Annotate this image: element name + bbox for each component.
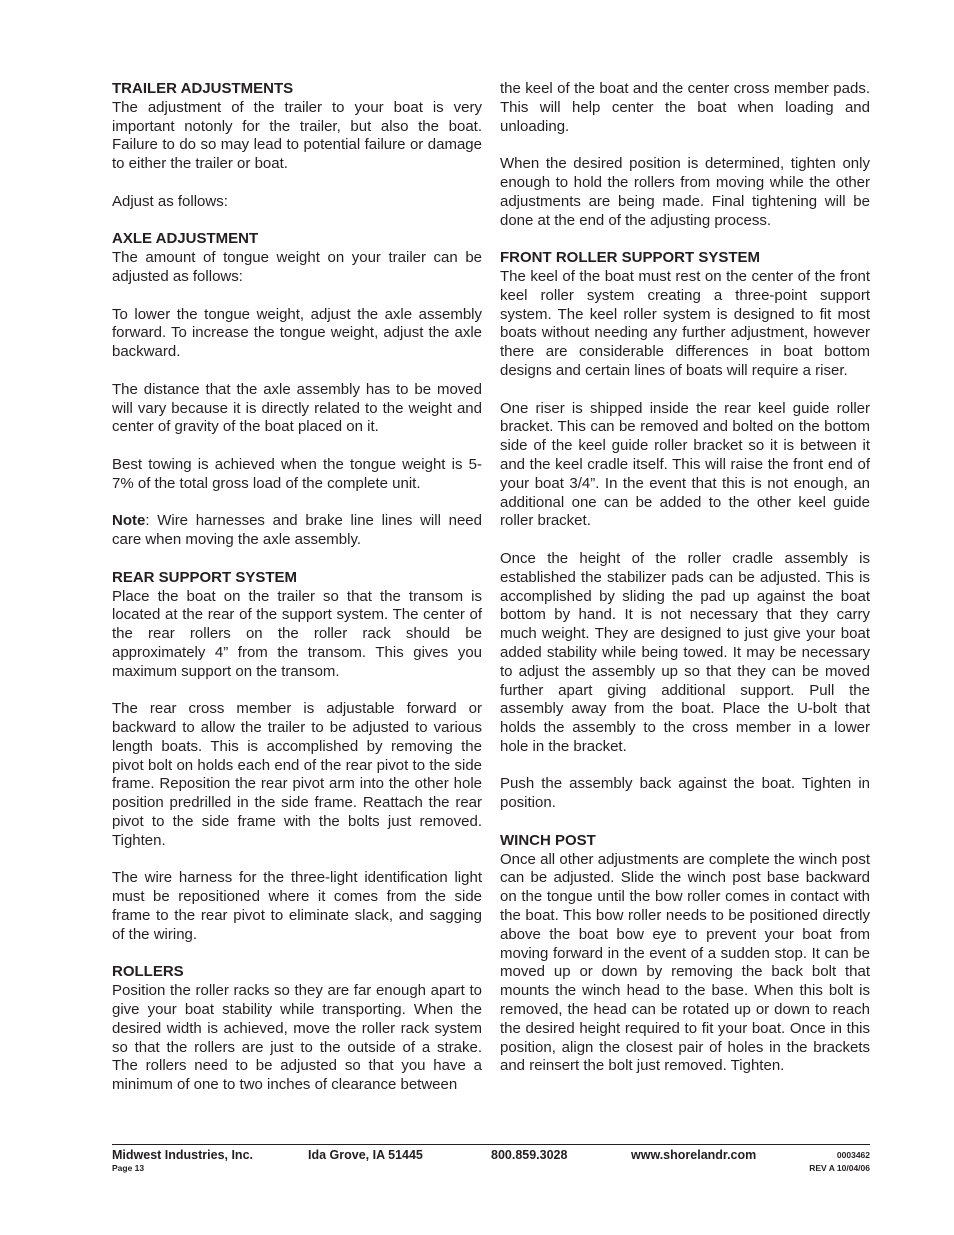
footer-doc-number: 0003462 xyxy=(836,1150,870,1160)
axle-adjustment-paragraph-2: To lower the tongue weight, adjust the axle assembly forward. To increase the tongue weight, adjust the axle backward. xyxy=(112,305,482,361)
axle-adjustment-heading: AXLE ADJUSTMENT xyxy=(112,230,259,248)
rollers-continued-paragraph-1: the keel of the boat and the center cross member pads. This will help center the boat when loading and unloading. xyxy=(500,80,870,135)
rollers-section xyxy=(112,963,482,1095)
footer-website: www.shorelandr.com xyxy=(631,1148,757,1162)
rollers-heading: ROLLERS xyxy=(112,963,184,981)
front-roller-support-paragraph-4: Push the assembly back against the boat. Tighten in position. xyxy=(500,775,870,812)
winch-post-paragraph-1: Once all other adjustments are complete the winch post can be adjusted. Slide the winch post base backward on the tongue until the bow roller comes in contact with the boat. This bow roller needs to be positioned directly above the boat bow eye to prevent your boat from moving forward in the event of a sudden stop. It can be moved up or down by removing the back bolt that mounts the winch head to the base. When this bolt is removed, the head can be rotated up or down to reach the desired height required to fit your boat. Once in this position, align the closest pair of holes in the brackets and reinsert the bolt just removed. Tighten. xyxy=(500,850,870,1075)
footer-page-number: Page 13 xyxy=(112,1163,145,1173)
rollers-paragraph-1: Position the roller racks so they are far enough apart to give your boat stability while transporting. When the desired width is achieved, move the roller rack system so that the rollers are just to the outside of a strake. The rollers need to be adjusted so that you have a minimum of one to two inches of clearance between xyxy=(112,982,482,1094)
footer-page-row xyxy=(112,1163,870,1175)
front-roller-support-paragraph-2: One riser is shipped inside the rear keel guide roller bracket. This can be removed and bolted on the bottom side of the keel guide roller bracket so it is between it and the keel cradle itself. This will raise the front end of your boat 3/4”. In the event that this is not enough, an additional one can be added to the other keel guide roller bracket. xyxy=(500,399,870,530)
right-column xyxy=(500,80,870,1076)
rear-support-system-paragraph-3: The wire harness for the three-light identification light must be repositioned where it comes from the side frame to the rear pivot to eliminate slack, and sagging of the wiring. xyxy=(112,869,482,943)
winch-post-heading: WINCH POST xyxy=(500,831,596,849)
front-roller-support-system-heading: FRONT ROLLER SUPPORT SYSTEM xyxy=(500,249,761,267)
front-roller-support-paragraph-1: The keel of the boat must rest on the center of the front keel roller system creating a three-point support system. The keel roller system is designed to fit most boats without needing any further adjustment, however there are considerable differences in boat bottom designs and certain lines of boats will require a riser. xyxy=(500,267,870,379)
front-roller-support-system-section xyxy=(500,249,870,813)
rear-support-system-heading: REAR SUPPORT SYSTEM xyxy=(112,568,298,586)
page-footer xyxy=(112,1144,870,1175)
footer-company: Midwest Industries, Inc. xyxy=(112,1148,253,1162)
rear-support-system-paragraph-1: Place the boat on the trailer so that the transom is located at the rear of the support system. The center of the rear rollers on the roller rack should be approximately 4” from the transom. This gives you maximum support on the transom. xyxy=(112,587,482,680)
trailer-adjustments-heading: TRAILER ADJUSTMENTS xyxy=(112,80,294,97)
winch-post-section xyxy=(500,832,870,1076)
axle-adjustment-section xyxy=(112,230,482,550)
footer-info-row xyxy=(112,1145,870,1163)
trailer-adjustments-section xyxy=(112,80,482,212)
note-text: : Wire harnesses and brake line lines will need care when moving the axle assembly. xyxy=(112,512,482,549)
left-column xyxy=(112,80,482,1095)
rollers-continued-section xyxy=(500,80,870,230)
axle-adjustment-paragraph-1: The amount of tongue weight on your trailer can be adjusted as follows: xyxy=(112,249,482,285)
note-label: Note xyxy=(112,512,146,530)
axle-adjustment-note xyxy=(112,512,482,550)
axle-adjustment-paragraph-3: The distance that the axle assembly has to be moved will vary because it is directly related to the weight and center of gravity of the boat placed on it. xyxy=(112,380,482,436)
front-roller-support-paragraph-3: Once the height of the roller cradle assembly is established the stabilizer pads can be adjusted. This is accomplished by sliding the pad up against the boat bottom by hand. It is not necessary that they carry much weight. They are designed to just give your boat added stability while being towed. It may be necessary to adjust the assembly up so that they can be moved further apart giving additional support. Pull the assembly away from the boat. Place the U-bolt that holds the assembly to the cross member in a lower hole in the bracket. xyxy=(500,549,870,755)
rollers-continued-paragraph-2: When the desired position is determined, tighten only enough to hold the rollers from moving while the other adjustments are being made. Final tightening will be done at the end of the adjusting process. xyxy=(500,155,870,229)
trailer-adjustments-paragraph-1: The adjustment of the trailer to your boat is very important notonly for the trailer, but also the boat. Failure to do so may lead to potential failure or damage to either the trailer or boat. xyxy=(112,98,482,173)
rear-support-system-section xyxy=(112,569,482,945)
rear-support-system-paragraph-2: The rear cross member is adjustable forward or backward to allow the trailer to be adjusted to various length boats. This is accomplished by removing the pivot bolt on holds each end of the rear pivot to the side frame. Reposition the rear pivot arm into the other hole position predrilled in the side frame. Reattach the rear pivot to the side frame with the bolts just removed. Tighten. xyxy=(112,700,482,849)
footer-revision: REV A 10/04/06 xyxy=(809,1163,870,1173)
footer-phone: 800.859.3028 xyxy=(491,1148,568,1162)
trailer-adjustments-paragraph-2: Adjust as follows: xyxy=(112,192,228,210)
footer-location: Ida Grove, IA 51445 xyxy=(308,1148,423,1162)
axle-adjustment-paragraph-4: Best towing is achieved when the tongue weight is 5-7% of the total gross load of the complete unit. xyxy=(112,455,482,492)
